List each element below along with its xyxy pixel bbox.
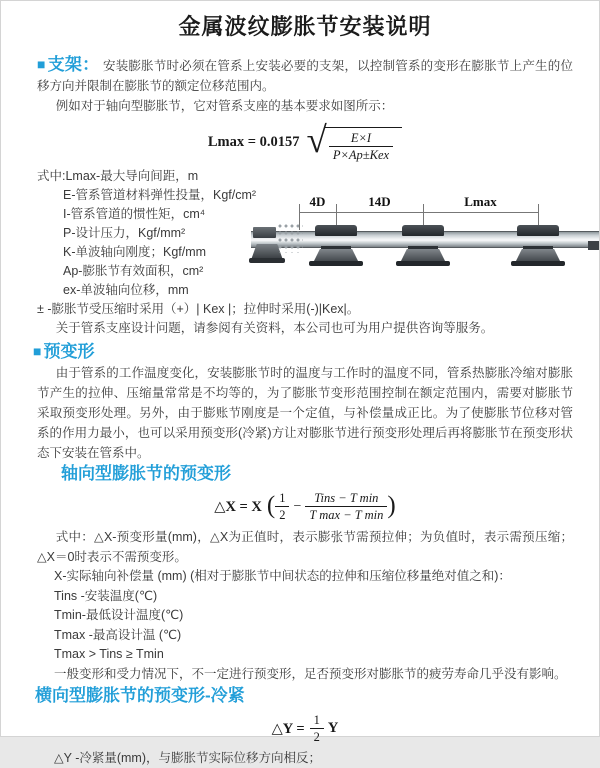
page-title: 金属波纹膨胀节安装说明 <box>178 14 432 39</box>
radical-sign-icon: √ <box>306 120 327 161</box>
definition-item: Ap-膨胀节有效面积，cm² <box>63 264 204 278</box>
fraction-numerator: E×I <box>350 131 372 145</box>
anchor-base <box>249 258 285 263</box>
radical-content <box>324 127 402 163</box>
temperature-definition: Tmin-最低设计温度(℃) <box>54 608 184 622</box>
formula-delta-y <box>37 712 573 745</box>
left-paren: ( <box>266 491 276 519</box>
definition-plusminus-note: ± -膨胀节受压缩时采用（+）| Kex |；拉伸时采用(-)|Kex|。 <box>37 302 360 316</box>
definition-item: I-管系管道的惯性矩，cm⁴ <box>63 207 206 221</box>
temperature-definition: Tins -安装温度(℃) <box>54 588 158 603</box>
x-definition: X-实际轴向补偿量 (mm) (相对于膨胀节中间状态的拉伸和压缩位移量绝对值之和)： <box>54 569 511 583</box>
support-example-paragraph: 例如对于轴向型膨胀节，它对管系支座的基本要求如图所示： <box>55 99 394 113</box>
section-support-title: 支架： <box>47 55 100 74</box>
fraction-denominator: P×Ap±Kex <box>329 146 393 163</box>
dimension-label-lmax: Lmax <box>464 194 497 209</box>
fraction-numerator: 1 <box>313 713 320 727</box>
formula-delta-x <box>37 490 573 523</box>
section-support-header <box>37 55 99 74</box>
section-marker-icon: ■ <box>37 56 46 72</box>
minus-operator: − <box>293 498 302 514</box>
formula-dx-lhs: △X = X <box>214 498 262 515</box>
fraction-denominator: T max − T min <box>305 506 387 523</box>
axial-note: 一般变形和受力情况下，不一定进行预变形，足否预变形对膨胀节的疲劳寿命几乎没有影响。 <box>54 666 567 681</box>
pipe-support-diagram <box>251 194 599 286</box>
guide-base <box>396 261 450 266</box>
fraction-one-half <box>310 712 324 745</box>
definition-item: ex-单波轴向位移，mm <box>63 283 189 297</box>
guide-base <box>511 261 565 266</box>
dimension-tick <box>538 204 539 225</box>
guide-saddle <box>315 225 357 236</box>
support-intro-paragraph <box>37 55 573 96</box>
radical-expression <box>307 122 403 163</box>
fraction-denominator: 2 <box>275 506 289 523</box>
section-predeform-header <box>33 341 573 363</box>
formula-lmax-fraction <box>329 130 393 163</box>
fraction-numerator: Tins − T min <box>314 491 379 505</box>
temperature-relation: Tmax > Tins ≥ Tmin <box>54 647 164 661</box>
definition-intro: 式中:Lmax-最大导向间距，m <box>37 169 199 183</box>
temperature-definition: Tmax -最高设计温 (℃) <box>54 627 182 642</box>
formula-lmax <box>37 122 573 163</box>
lateral-note: △Y -冷紧量(mm)，与膨胀节实际位移方向相反； <box>54 751 322 765</box>
fraction-one-half <box>275 490 289 523</box>
dimension-label-14d: 14D <box>368 194 391 209</box>
dimension-line <box>299 212 538 213</box>
fraction-temperature <box>305 490 387 523</box>
axial-shizhong-paragraph: 式中：△X-预变形量(mm)，△X为正值时，表示膨张节需预拉伸；为负值时，表示需预压缩；△X＝0时表示不需预变形。 <box>37 530 573 564</box>
dimension-label-4d: 4D <box>309 194 326 209</box>
guide-saddle <box>402 225 444 236</box>
formula-lmax-lhs: Lmax = 0.0157 <box>207 134 300 150</box>
lateral-predeform-heading: 横向型膨胀节的预变形-冷紧 <box>35 686 245 705</box>
fraction-numerator: 1 <box>279 491 286 505</box>
definition-item: K-单波轴向刚度；Kgf/mm <box>63 245 207 259</box>
right-paren: ) <box>387 491 396 519</box>
consulting-note: 关于管系支座设计问题，请参阅有关资料，本公司也可为用户提供咨询等服务。 <box>55 321 494 335</box>
definition-item: P-设计压力，Kgf/mm² <box>63 226 186 240</box>
axial-definitions <box>37 567 573 684</box>
section-predeform-title: 预变形 <box>43 342 95 361</box>
formula-dy-lhs: △Y = <box>271 720 305 737</box>
anchor-clamp <box>253 227 276 238</box>
section-marker-icon: ■ <box>33 343 42 359</box>
pipe-end-support <box>588 241 599 250</box>
guide-base <box>309 261 363 266</box>
document-content <box>1 13 599 768</box>
support-intro-text: 安装膨胀节时必须在管系上安装必要的支架，以控制管系的变形在膨胀节上产生的位移方向并限制在膨胀节的额定位移范围内。 <box>37 59 573 93</box>
fraction-denominator: 2 <box>310 728 324 745</box>
guide-saddle <box>517 225 559 236</box>
formula-dy-rhs: Y <box>327 720 339 736</box>
definition-item: E-管系管道材料弹性投量，Kgf/cm² <box>63 188 257 202</box>
axial-predeform-heading: 轴向型膨胀节的预变形 <box>61 464 231 483</box>
predeform-paragraph: 由于管系的工作温度变化，安装膨胀节时的温度与工作时的温度不同，管系热膨胀冷缩对膨胀节产生的拉伸、压缩量常常是不均等的，为了膨胀节变形范围控制在额定范围内，需要对膨胀节采取预变形处理。另外，由于膨账节刚度是一个定值，与补偿量成正比。为了使膨胀节位移对管系的作用力最小，也可以采用预变形(冷紧)方让对膨胀节进行预变形处理后再将膨胀节在预变形状态下安装在管系中。 <box>37 366 573 460</box>
